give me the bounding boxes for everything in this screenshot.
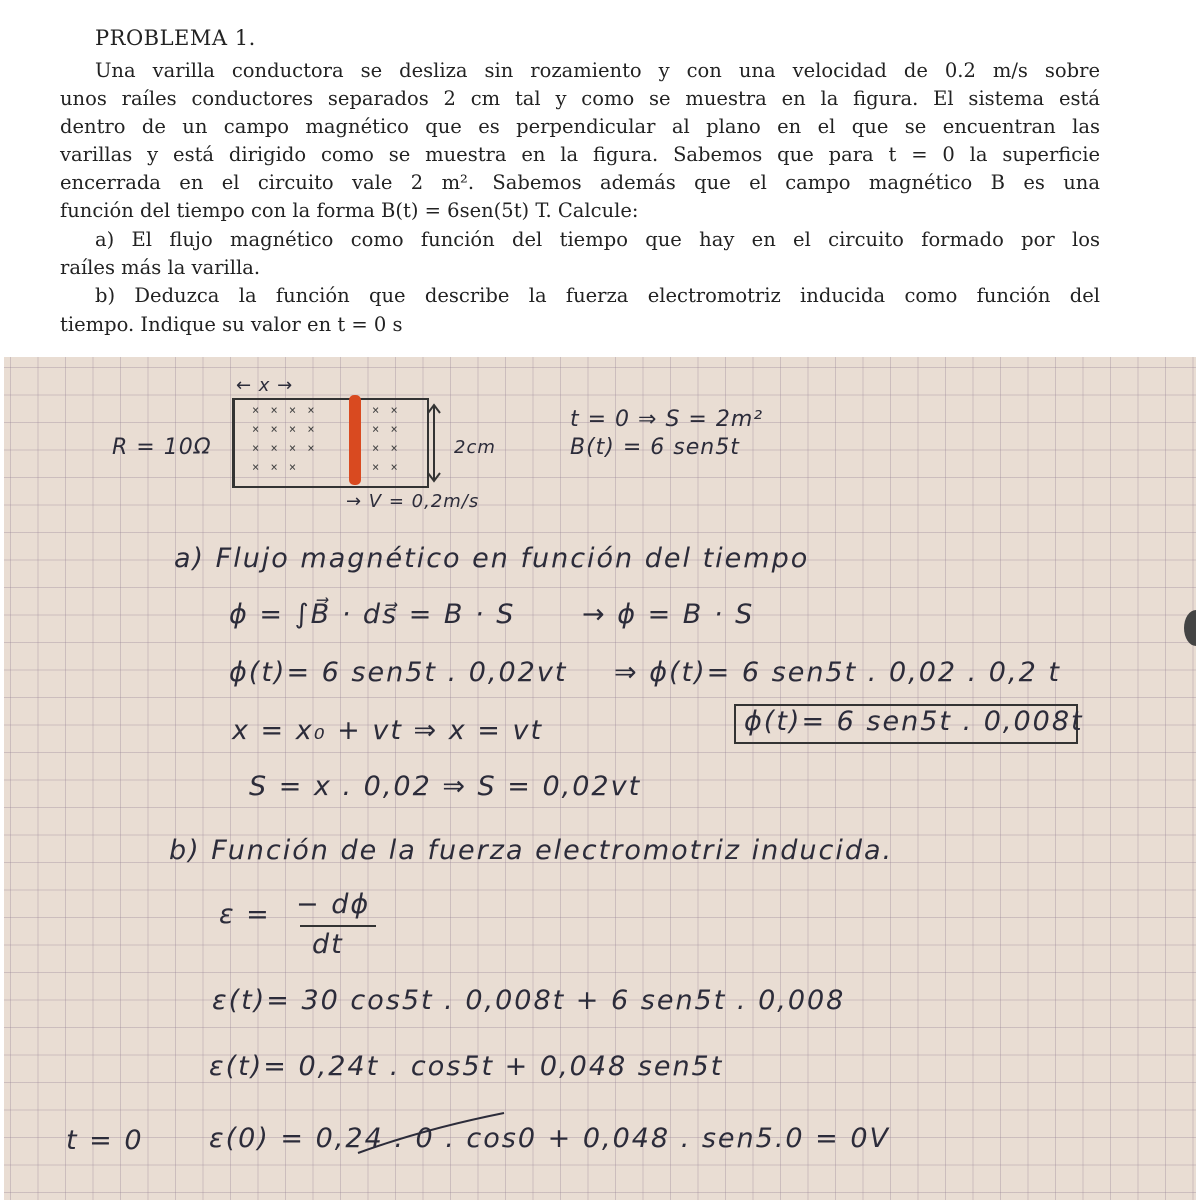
strike-through (354, 1109, 514, 1159)
t-zero-label: t = 0 (66, 1125, 144, 1156)
flux-result: ϕ(t)= 6 sen5t . 0,008t (744, 706, 1084, 737)
emf-derivative: ε(t)= 30 cos5t . 0,008t + 6 sen5t . 0,008 (212, 985, 846, 1016)
problem-line: dentro de un campo magnético que es perpendicular al plano en el que se encuentran las (60, 115, 1100, 138)
emf-numerator: − dϕ (296, 889, 371, 920)
position-equation: x = x₀ + vt ⇒ x = vt (232, 715, 544, 746)
emf-lhs: ε = (219, 899, 271, 930)
problem-line: función del tiempo con la forma B(t) = 6sen(5t) T. Calcule: (60, 199, 639, 222)
flux-simplified: → ϕ = B · S (582, 599, 755, 630)
conducting-rod (349, 395, 361, 485)
field-marks-left: × × × × × × × × × × × × × × × (252, 403, 317, 474)
area-equation: S = x . 0,02 ⇒ S = 0,02vt (249, 771, 642, 802)
given-field: B(t) = 6 sen5t (570, 435, 740, 460)
given-area: t = 0 ⇒ S = 2m² (570, 407, 764, 432)
width-label: 2cm (454, 437, 496, 458)
emf-at-zero: ε(0) = 0,24 . 0 . cos0 + 0,048 . sen5.0 = 0V (209, 1123, 891, 1154)
part-a-heading: a) Flujo magnético en función del tiempo (174, 543, 810, 574)
field-marks-right: × × × × × × × × (372, 403, 400, 474)
flux-numeric: ⇒ ϕ(t)= 6 sen5t . 0,02 . 0,2 t (614, 657, 1061, 688)
part-b-heading: b) Función de la fuerza electromotriz inducida. (169, 835, 894, 866)
problem-title: PROBLEMA 1. (95, 26, 256, 50)
question-a-cont: raíles más la varilla. (60, 256, 261, 279)
emf-function: ε(t)= 0,24t . cos5t + 0,048 sen5t (209, 1051, 724, 1082)
problem-line: encerrada en el circuito vale 2 m². Sabemos además que el campo magnético B es una (60, 171, 1100, 194)
velocity-label: → V = 0,2m/s (346, 491, 480, 512)
problem-line: Una varilla conductora se desliza sin rozamiento y con una velocidad de 0.2 m/s sobre (95, 59, 1100, 82)
flux-definition: ϕ = ∫B⃗ · ds⃗ = B · S (229, 599, 516, 630)
x-label: ← x → (236, 375, 294, 396)
problem-line: varillas y está dirigido como se muestra en la figura. Sabemos que para t = 0 la superficie (60, 143, 1100, 166)
problem-line: unos raíles conductores separados 2 cm tal y como se muestra en la figura. El sistema está (60, 87, 1100, 110)
question-b: b) Deduzca la función que describe la fuerza electromotriz inducida como función del (95, 284, 1100, 307)
question-b-cont: tiempo. Indique su valor en t = 0 s (60, 313, 403, 336)
width-arrow (422, 401, 446, 485)
question-a: a) El flujo magnético como función del tiempo que hay en el circuito formado por los (95, 228, 1100, 251)
page-hole (1184, 610, 1196, 646)
emf-denominator: dt (312, 929, 344, 960)
notebook-photo (4, 357, 1196, 1200)
resistance-label: R = 10Ω (112, 435, 212, 460)
flux-substituted: ϕ(t)= 6 sen5t . 0,02vt (229, 657, 568, 688)
printed-problem (0, 0, 1200, 357)
fraction-bar (300, 925, 376, 927)
